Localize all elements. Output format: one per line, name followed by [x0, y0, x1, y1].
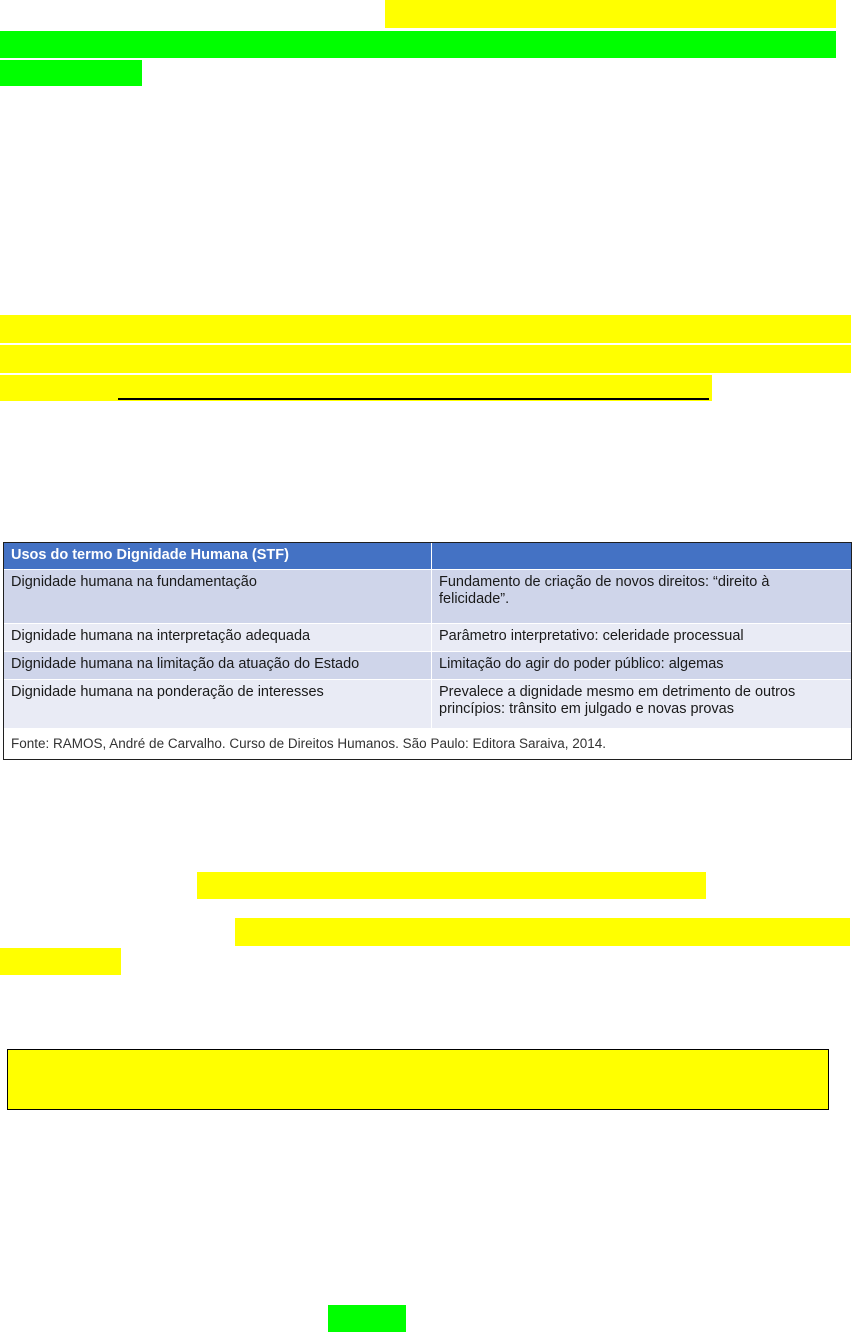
table-row — [4, 679, 851, 728]
table-cell-description-line: Parâmetro interpretativo: celeridade processual — [439, 628, 744, 644]
underline-rule — [118, 398, 709, 400]
table-cell-use: Dignidade humana na ponderação de interesses — [11, 684, 324, 700]
highlight-green-bottom — [328, 1305, 406, 1332]
table-cell-use: Dignidade humana na limitação da atuação do Estado — [11, 656, 360, 672]
highlight-yellow-line-c — [0, 948, 121, 975]
table-cell-description — [431, 570, 852, 624]
table-cell-description-line: Limitação do agir do poder público: algemas — [439, 656, 724, 672]
table-header-cell-1: Usos do termo Dignidade Humana (STF) — [11, 547, 289, 563]
table-cell-description-line: felicidade”. — [439, 591, 510, 607]
table-cell-use: Dignidade humana na interpretação adequada — [11, 628, 311, 644]
table-cell-description — [431, 652, 852, 680]
highlight-yellow-paragraph-line-1 — [0, 315, 851, 343]
table-cell-description-line: Prevalece a dignidade mesmo em detrimento de outros — [439, 684, 796, 700]
stf-dignity-table — [3, 542, 852, 760]
table-row — [4, 651, 851, 680]
highlight-yellow-top — [385, 0, 836, 28]
table-header-row — [4, 543, 851, 569]
table-header-cell-2 — [431, 543, 852, 569]
table-cell-description-line: Fundamento de criação de novos direitos: “direito à — [439, 574, 770, 590]
table-row — [4, 623, 851, 652]
highlighted-note-box — [7, 1049, 829, 1110]
table-cell-description-line: princípios: trânsito em julgado e novas provas — [439, 701, 734, 717]
table-cell-description — [431, 624, 852, 652]
highlight-yellow-line-b — [235, 918, 850, 946]
highlight-yellow-box-fill — [8, 1050, 828, 1109]
table-row — [4, 569, 851, 624]
table-cell-description — [431, 680, 852, 728]
highlight-yellow-line-a — [197, 872, 706, 899]
highlight-yellow-paragraph-line-2 — [0, 345, 851, 373]
table-source-citation: Fonte: RAMOS, André de Carvalho. Curso de Direitos Humanos. São Paulo: Editora Saraiva, 2014. — [11, 736, 607, 751]
highlight-green-line-2 — [0, 60, 142, 86]
table-cell-use: Dignidade humana na fundamentação — [11, 574, 257, 590]
highlight-green-line-1 — [0, 31, 836, 58]
